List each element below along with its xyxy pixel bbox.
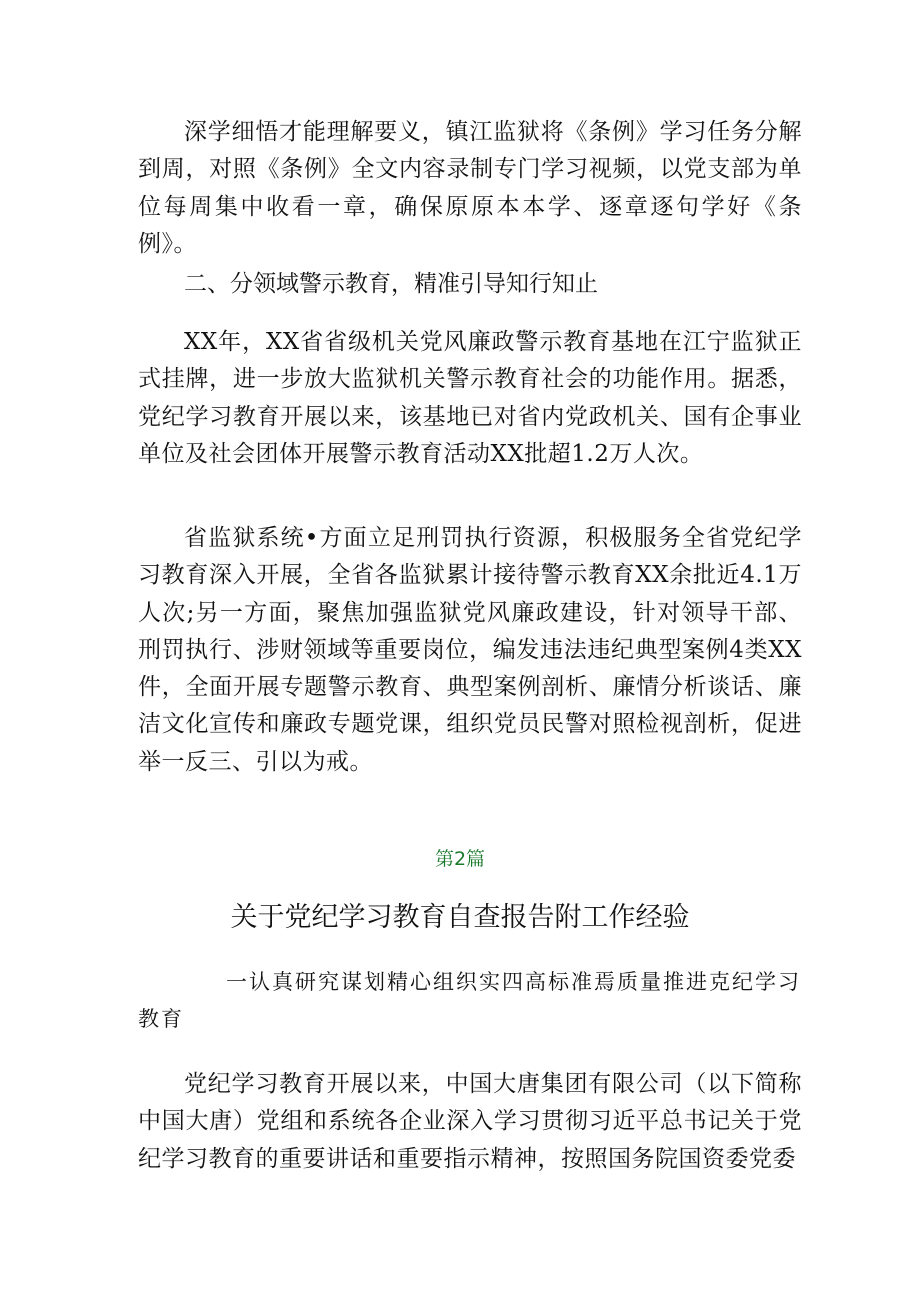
article-subtitle: 一认真研究谋划精心组织实四高标准焉质量推进克纪学习教育 bbox=[138, 970, 801, 1031]
body-paragraph-prison-system: 省监狱系统•方面立足刑罚执行资源，积极服务全省党纪学习教育深入开展，全省各监狱累计接待警示教育XX余批近4.1万人次;另一方面，聚焦加强监狱党风廉政建设，针对领导干部、刑罚执行、涉财领域等重要岗位，编发违法违纪典型案例4类XX件，全面开展专题警示教育、典型案例剖析、廉情分析谈话、廉洁文化宣传和廉政专题党课，组织党员民警对照检视剖析，促进举一反三、引以为戒。 bbox=[138, 525, 802, 775]
section-heading-warning-education: 二、分领域警示教育，精准引导知行知止 bbox=[184, 271, 598, 297]
body-paragraph-warning-base: XX年，XX省省级机关党风廉政警示教育基地在江宁监狱正式挂牌，进一步放大监狱机关警示教育社会的功能作用。据悉，党纪学习教育开展以来，该基地已对省内党政机关、国有企事业单位及社会团体开展警示教育活动XX批超1.2万人次。 bbox=[138, 329, 802, 467]
article-number: 第2篇 bbox=[434, 848, 486, 870]
body-paragraph-datang-intro: 党纪学习教育开展以来，中国大唐集团有限公司（以下简称中国大唐）党组和系统各企业深入学习贯彻习近平总书记关于党纪学习教育的重要讲话和重要指示精神，按照国务院国资委党委 bbox=[138, 1071, 802, 1172]
body-paragraph-study-regulations: 深学细悟才能理解要义，镇江监狱将《条例》学习任务分解到周，对照《条例》全文内容录制专门学习视频，以党支部为单位每周集中收看一章，确保原原本本学、逐章逐句学好《条例》。 bbox=[138, 119, 802, 257]
article-title: 关于党纪学习教育自查报告附工作经验 bbox=[230, 902, 690, 933]
